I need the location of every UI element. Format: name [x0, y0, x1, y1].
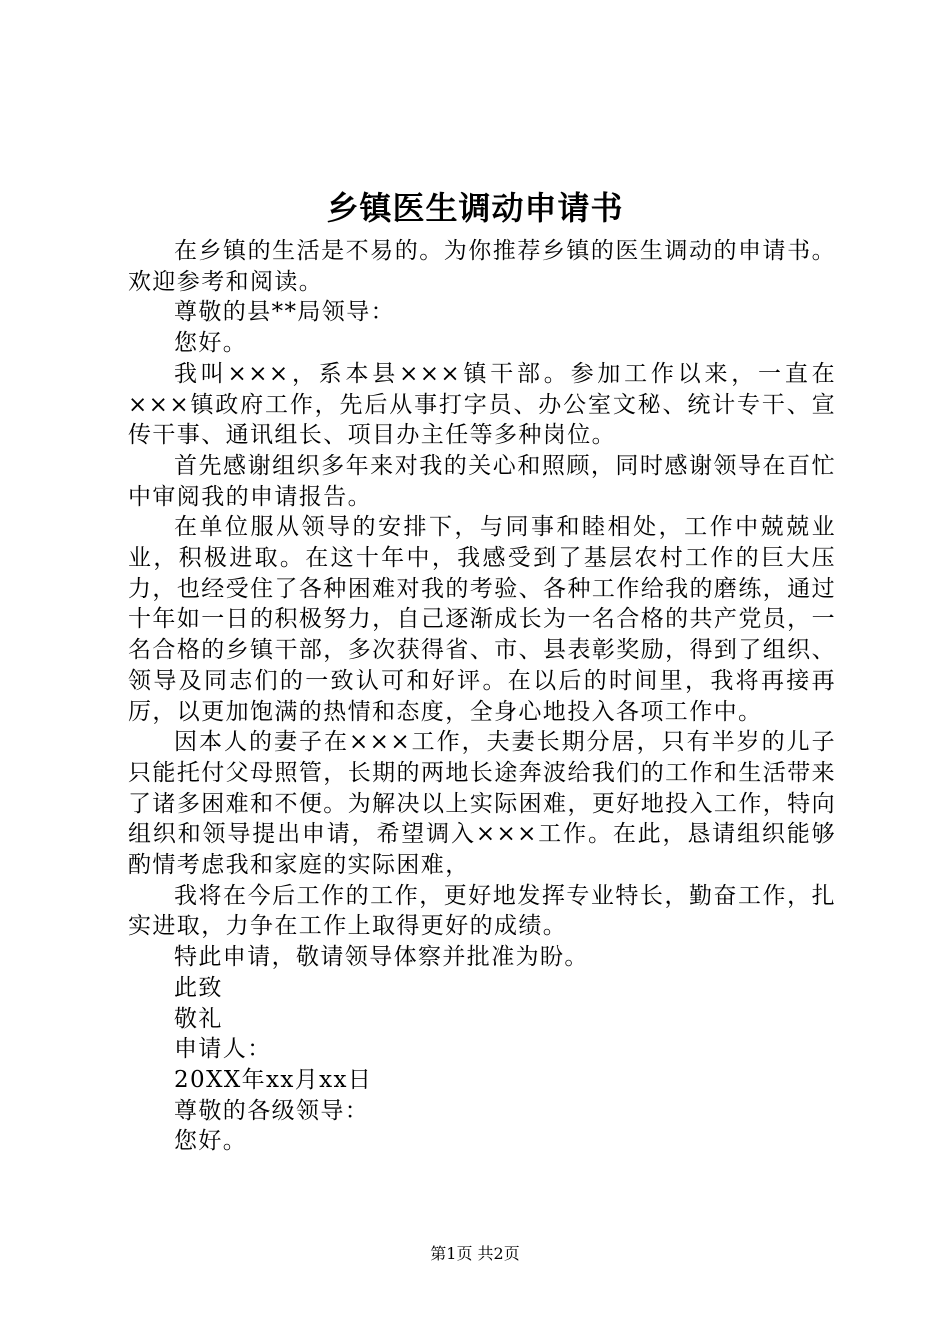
paragraph-intro: 在乡镇的生活是不易的。为你推荐乡镇的医生调动的申请书。欢迎参考和阅读。	[128, 238, 836, 295]
paragraph-thanks: 首先感谢组织多年来对我的关心和照顾，同时感谢领导在百忙中审阅我的申请报告。	[128, 452, 836, 510]
paragraph-applicant: 申请人：	[174, 1036, 272, 1063]
page-footer: 第1页 共2页	[430, 1244, 520, 1263]
paragraph-closing-1: 此致	[174, 974, 223, 1001]
paragraph-closing-2: 敬礼	[174, 1005, 223, 1032]
paragraph-request: 特此申请，敬请领导体察并批准为盼。	[174, 944, 589, 971]
document-title: 乡镇医生调动申请书	[326, 189, 624, 227]
paragraph-reason: 因本人的妻子在×××工作，夫妻长期分居，只有半岁的儿子只能托付父母照管，长期的两地长途奔波给我们的工作和生活带来了诸多困难和不便。为解决以上实际困难，更好地投入工作，特向组织和领导提出申请，希望调入×××工作。在此，恳请组织能够酌情考虑我和家庭的实际困难，	[128, 729, 836, 879]
paragraph-salutation: 尊敬的县**局领导：	[174, 299, 395, 326]
paragraph-greeting-2: 您好。	[174, 1128, 248, 1155]
paragraph-salutation-2: 尊敬的各级领导：	[174, 1097, 370, 1124]
paragraph-date: 20XX年xx月xx日	[174, 1066, 373, 1093]
paragraph-work-record: 在单位服从领导的安排下，与同事和睦相处，工作中兢兢业业，积极进取。在这十年中，我感受到了基层农村工作的巨大压力，也经受住了各种困难对我的考验、各种工作给我的磨练，通过十年如一日的积极努力，自己逐渐成长为一名合格的共产党员，一名合格的乡镇干部，多次获得省、市、县表彰奖励，得到了组织、领导及同志们的一致认可和好评。在以后的时间里，我将再接再厉，以更加饱满的热情和态度，全身心地投入各项工作中。	[128, 514, 836, 725]
paragraph-greeting: 您好。	[174, 330, 248, 357]
paragraph-commitment: 我将在今后工作的工作，更好地发挥专业特长，勤奋工作，扎实进取，力争在工作上取得更好的成绩。	[128, 882, 836, 940]
document-body	[128, 236, 836, 1157]
paragraph-self-introduction: 我叫×××，系本县×××镇干部。参加工作以来，一直在×××镇政府工作，先后从事打字员、办公室文秘、统计专干、宣传干事、通讯组长、项目办主任等多种岗位。	[128, 360, 836, 449]
